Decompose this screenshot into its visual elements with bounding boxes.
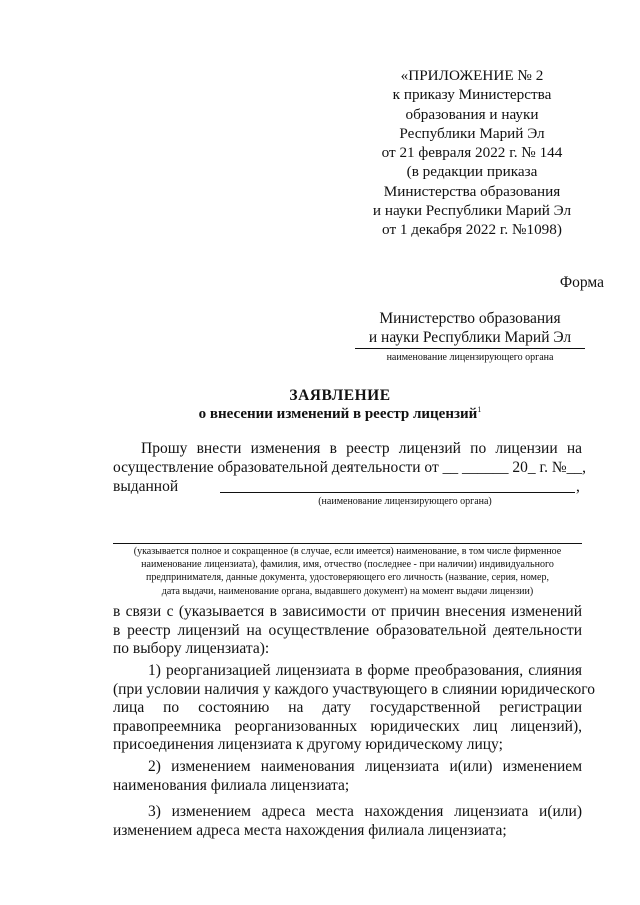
licensing-authority: [355, 309, 585, 364]
authority-line-2: и науки Республики Марий Эл: [355, 328, 585, 349]
issued-by-comma: ,: [576, 478, 580, 495]
issuer-fill-line: [220, 492, 575, 493]
annex-line: Министерства образования: [383, 182, 561, 200]
request-line-1: Прошу внести изменения в реестр лицензий по лицензии на: [141, 440, 582, 457]
document-subtitle: [80, 405, 600, 423]
annex-line: от 21 февраля 2022 г. № 144: [381, 144, 563, 162]
authority-caption: наименование лицензирующего органа: [386, 352, 554, 363]
annex-line: образования и науки: [405, 105, 539, 123]
footnote-mark: 1: [477, 405, 482, 414]
reason-item-3: 3) изменением адреса места нахождения лицензиата и(или) изменением адреса места нахождения филиала лицензиата;: [113, 803, 582, 839]
annex-line: к приказу Министерства: [392, 86, 552, 104]
annex-line: «ПРИЛОЖЕНИЕ № 2: [400, 67, 544, 84]
issued-by-label: выданной: [113, 478, 179, 495]
subtitle-text: о внесении изменений в реестр лицензий: [198, 406, 478, 422]
reason-item-2: 2) изменением наименования лицензиата и(или) изменением наименования филиала лицензиата;: [113, 758, 582, 794]
reason-paragraph: в связи с (указывается в зависимости от причин внесения изменений в реестр лицензий на осуществление образовательной деятельности по выбору лицензиата):: [113, 603, 582, 658]
annex-line: Республики Марий Эл: [399, 124, 545, 142]
licensee-note: (указывается полное и сокращенное (в случае, если имеется) наименование, в том числе фирменное наименование лицензиата), фамилия, имя, отчество (последнее - при наличии) индивидуального предпринимателя, данные документа, удостоверяющего его личность (название, серия, номер, дата выдачи, наименование органа, выдавшего документ) на момент выдачи лицензии): [133, 546, 562, 597]
annex-line: и науки Республики Марий Эл: [372, 202, 572, 220]
annex-line: (в редакции приказа: [406, 163, 538, 181]
form-label: Форма: [559, 274, 604, 291]
request-line-2: осуществление образовательной деятельности от __ ______ 20_ г. №__,: [113, 459, 586, 476]
licensee-fill-line: [113, 543, 582, 544]
document-title: ЗАЯВЛЕНИЕ: [289, 387, 391, 404]
annex-line: от 1 декабря 2022 г. №1098): [382, 221, 562, 239]
annex-header: [350, 66, 594, 240]
issuer-caption: (наименование лицензирующего органа): [318, 496, 492, 507]
authority-line-1: Министерство образования: [379, 310, 561, 327]
reason-item-1: 1) реорганизацией лицензиата в форме преобразования, слияния (при условии наличия у каждого участвующего в слиянии юридического лица по состоянию на дату государственной регистрации правопреемника реорганизованных юридических лиц лицензий), присоединения лицензиата к другому юридическому лицу;: [113, 662, 596, 754]
